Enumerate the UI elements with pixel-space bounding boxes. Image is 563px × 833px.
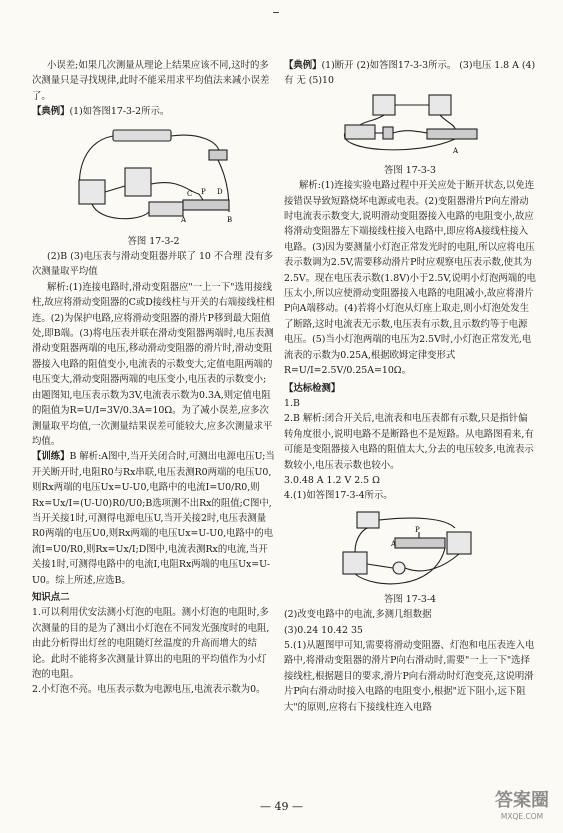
fig1-label-p: P (200, 187, 206, 196)
training-answer: 【训练】B 解析:A图中,当开关闭合时,可测出电源电压U;当开关断开时,电阻R0与Rx串联,电压表测R0两端的电压U0,则Rx两端的电压Ux=U-U0,电路中的电流I=U0/R0,则Rx=Ux/I=(U-U0)R0/U0;B选项测不出Rx的阻值;C图中,当开关接1时,可测得电源电压U,当开关接2时,电压表测量R0两端的电压U0,则Rx两端的电压Ux=U-U0,电路中的电流I=U0/R0,则Rx=Ux/I;D图中,电流表测Rx的电流,当开关接1时,可测得电路中的电流I,电阻Rx两端的电压Ux=U-U0。综上所述,应选B。 (32, 451, 275, 586)
fig1-label-a: A (180, 215, 186, 224)
check-answer-4-part-3: (3)0.24 10.42 35 (284, 624, 363, 636)
section-heading-check: 【达标检测】 (284, 382, 341, 394)
corner-tick (273, 8, 279, 13)
check-answer-1: 1.B (284, 397, 300, 409)
section-heading-knowledge-2: 知识点二 (32, 591, 70, 603)
fig2-label-a: A (453, 146, 459, 155)
fig3-label-p: P (415, 525, 420, 534)
site-watermark: 答案圈 MXQE.COM (495, 790, 549, 821)
check-answer-4-part-2: (2)改变电路中的电流,多测几组数据 (284, 609, 432, 621)
figure-caption-17-3-4: 答图 17-3-4 (384, 593, 436, 605)
knowledge-point-1: 1.可以利用伏安法测小灯泡的电阻。测小灯泡的电阻时,多次测量的目的是为了测出小灯泡在不同发光强度时的电阻,由此分析得出灯丝的电阻随灯丝温度的升高而增大的结论。此时不能将多次测量计算出的电阻的平均值作为小灯泡的电阻。 (32, 607, 270, 680)
check-answer-2: 2.B 解析:闭合开关后,电流表和电压表都有示数,只是指针偏转角度很小,说明电路不是断路也不是短路。从电路图看来,有可能是变阻器接入电路的阻值太大,分去的电压较多,电流表示数较小,电压表示数也较小。 (284, 413, 534, 471)
fig3-label-a: A (391, 539, 397, 548)
example-answers: 【典例】(1)断开 (2)如答图17-3-3所示。 (3)电压 1.8 A (4)有 无 (5)10 (284, 60, 536, 87)
fig1-label-b: B (226, 215, 232, 224)
knowledge-point-2: 2.小灯泡不亮。电压表示数为电源电压,电流表示数为0。 (32, 684, 266, 696)
page-number: — 49 — (260, 800, 303, 813)
figure-caption-17-3-3: 答图 17-3-3 (384, 164, 436, 176)
check-answer-3: 3.0.48 A 1.2 V 2.5 Ω (284, 474, 380, 486)
circuit-figure-17-3-3 (335, 91, 485, 163)
fig1-label-c: C (186, 189, 192, 198)
example-answer-1: 【典例】(1)如答图17-3-2所示。 (32, 106, 170, 118)
example-analysis: 解析:(1)连接电路时,滑动变阻器应"一上一下"选用接线柱,故应将滑动变阻器的C或D接线柱与开关的右端接线柱相连。(2)为保护电路,应将滑动变阻器的滑片P移到最大阻值处,即B端。(3)将电压表并联在滑动变阻器两端时,电压表测滑动变阻器两端的电压,移动滑动变阻器的滑片时,滑动变阻器接入电路的阻值变小,电流表的示数变大,定值电阻两端的电压变大,滑动变阻器两端的电压变小,电压表的示数变小;由题图知,电压表示数为3V,电流表示数为0.3A,则定值电阻的阻值为R=U/I=3V/0.3A=10Ω。为了减小误差,应多次测量取平均值,一次测量结果误差可能较大,应多次测量求平均值。 (32, 281, 275, 447)
example-analysis-right: 解析:(1)连接实验电路过程中开关应处于断开状态,以免连接错误导致短路烧坏电源或电表。(2)变阻器滑片P向左滑动时电流表示数变大,说明滑动变阻器接入电路的电阻变小,故应将滑动变阻器左下端接线柱接入电路中,即应将A接线柱接入电路。(3)因为要测量小灯泡正常发光时的电阻,所以应将电压表示数调为2.5V,需要移动滑片P时应观察电压表示数,使其为2.5V。现在电压表示数(1.8V)小于2.5V,说明小灯泡两端的电压太小,所以应使滑动变阻器接入电路的电阻减小,故应将滑片P向A端移动。(4)若将小灯泡从灯座上取走,则小灯泡处发生了断路,这时电流表无示数,电压表有示数,且示数约等于电源电压。(5)当小灯泡两端的电压为2.5V时,小灯泡正常发光,电流表的示数为0.25A,根据欧姆定律变形式R=U/I=2.5V/0.25A=10Ω。 (284, 180, 536, 377)
fig1-label-d: D (216, 187, 223, 196)
circuit-figure-17-3-2 (69, 122, 239, 234)
example-answer-2: (2)B (3)电压表与滑动变阻器并联了 10 不合理 没有多次测量取平均值 (32, 251, 274, 278)
left-column (32, 58, 275, 698)
right-column (284, 58, 536, 715)
figure-caption-17-3-2: 答图 17-3-2 (127, 235, 180, 247)
check-answer-4: 4.(1)如答图17-3-4所示。 (284, 490, 393, 502)
circuit-figure-17-3-4 (335, 506, 485, 592)
paragraph-error-note: 小误差;如果几次测量从理论上结果应该不同,这时的多次测量只是寻找规律,此时不能采用求平均值法来减小误差了。 (32, 60, 270, 102)
check-answer-5: 5.(1)从题图甲可知,需要将滑动变阻器、灯泡和电压表连入电路中,将滑动变阻器的滑片P向右滑动时,需要"一上一下"选择接线柱,根据题目的要求,滑片P向右滑动时灯泡变亮,这说明滑片P向右滑动时接入电路的电阻变小,根据"近下阻小,远下阻大"的原则,应将右下接线柱连入电路 (284, 639, 535, 713)
